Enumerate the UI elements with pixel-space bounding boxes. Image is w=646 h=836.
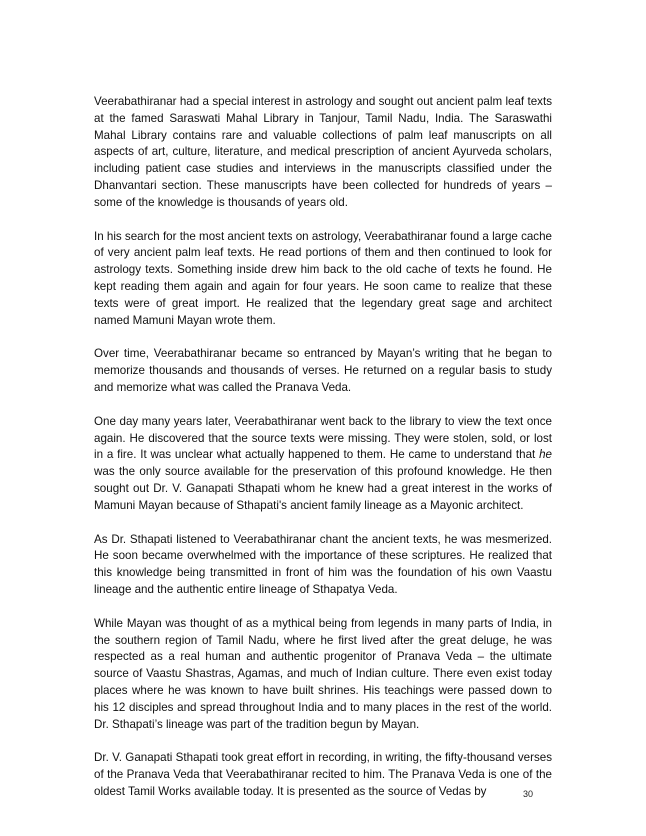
paragraph-missing-texts-after: was the only source available for the preservation of this profound knowledge. He then sought out Dr. V. Ganapati Sthapati whom he knew had a great interest in the works of Mamuni Mayan because of Sthapati's ancient family lineage as a Mayonic architect. bbox=[94, 465, 552, 512]
paragraph-library: Veerabathiranar had a special interest in astrology and sought out ancient palm leaf texts at the famed Saraswati Mahal Library in Tanjour, Tamil Nadu, India. The Saraswathi Mahal Library contains rare and valuable collections of palm leaf manuscripts on all aspects of art, culture, literature, and medical prescription of ancient Ayurveda scholars, including patient case studies and interviews in the manuscripts classified under the Dhanvantari section. These manuscripts have been collected for hundreds of years – some of the knowledge is thousands of years old. bbox=[94, 95, 552, 209]
paragraph-recording: Dr. V. Ganapati Sthapati took great effort in recording, in writing, the fifty-thousand verses of the Pranava Veda that Veerabathiranar recited to him. The Pranava Veda is one of the oldest Tamil Works available today. It is presented as the source of Vedas by bbox=[94, 751, 552, 798]
document-page bbox=[94, 94, 552, 818]
paragraph-search: In his search for the most ancient texts on astrology, Veerabathiranar found a large cache of very ancient palm leaf texts. He read portions of them and then continued to look for astrology texts. Something inside drew him back to the old cache of texts he found. He kept reading them again and again for four years. He soon came to realize that these texts were of great import. He realized that the legendary great sage and architect named Mamuni Mayan wrote them. bbox=[94, 229, 553, 327]
page-number: 30 bbox=[522, 789, 533, 799]
paragraph-missing-texts bbox=[94, 414, 552, 515]
paragraph-mayan: While Mayan was thought of as a mythical being from legends in many parts of India, in the southern region of Tamil Nadu, where he first lived after the great deluge, he was respected as a real human and authentic progenitor of Pranava Veda – the ultimate source of Vaastu Shastras, Agamas, and much of Indian culture. There even exist today places where he was known to have built shrines. His teachings were passed down to his 12 disciples and spread throughout India and to many places in the rest of the world. Dr. Sthapati’s lineage was part of the tradition begun by Mayan. bbox=[94, 616, 552, 731]
paragraph-missing-texts-before: One day many years later, Veerabathiranar went back to the library to view the text once again. He discovered that the source texts were missing. They were stolen, sold, or lost in a fire. It was unclear what actually happened to them. He came to understand that bbox=[94, 414, 552, 462]
paragraph-memorize: Over time, Veerabathiranar became so entranced by Mayan’s writing that he began to memorize thousands and thousands of verses. He returned on a regular basis to study and memorize what was called the Pranava Veda. bbox=[94, 347, 552, 394]
emphasis-he: he bbox=[539, 448, 552, 462]
paragraph-sthapati-listened: As Dr. Sthapati listened to Veerabathiranar chant the ancient texts, he was mesmerized. He soon became overwhelmed with the importance of these scriptures. He realized that this knowledge being transmitted in front of him was the foundation of his own Vaastu lineage and the authentic entire lineage of Sthapatya Veda. bbox=[94, 532, 552, 596]
